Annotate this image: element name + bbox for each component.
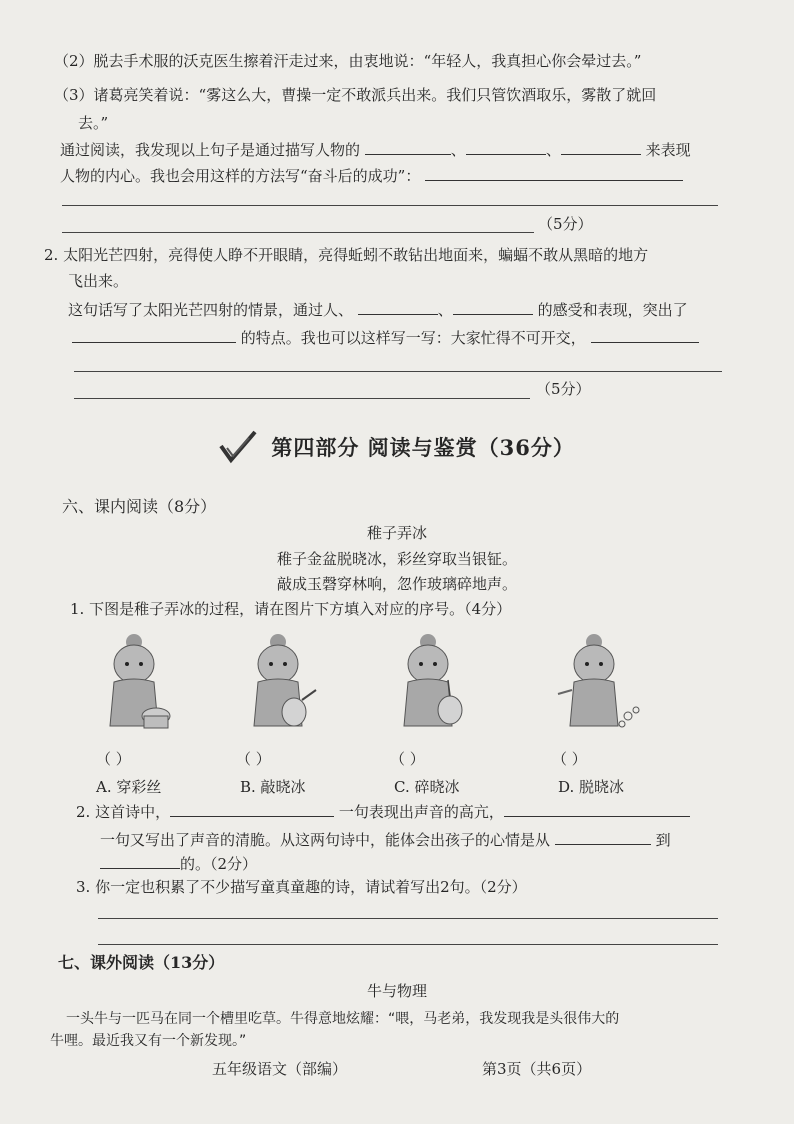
part-title xyxy=(0,430,794,469)
story-line-1: 一头牛与一匹马在同一个槽里吃草。牛得意地炫耀：“喂，马老弟，我发现我是头很伟大的 xyxy=(66,1011,620,1027)
answer-blank[interactable] xyxy=(453,298,533,315)
section-7-heading: 七、课外阅读（13分） xyxy=(58,953,225,972)
sec6-question-2-cont xyxy=(100,828,671,851)
prompt-text: 到 xyxy=(655,831,671,849)
answer-blank[interactable] xyxy=(555,828,651,845)
poem-line-1: 稚子金盆脱晓冰，彩丝穿取当银钲。 xyxy=(276,550,517,568)
separator: 、 xyxy=(545,141,561,159)
score-label: （5分） xyxy=(536,380,591,398)
sec6-question-2 xyxy=(76,800,690,823)
answer-paren-1[interactable]: （ ） xyxy=(96,750,131,768)
score-label: （5分） xyxy=(538,215,593,233)
sentence-3: （3）诸葛亮笑着说：“雾这么大，曹操一定不敢派兵出来。我们只管饮酒取乐，雾散了就回 xyxy=(54,86,657,104)
answer-blank[interactable] xyxy=(365,138,451,155)
answer-line[interactable] xyxy=(62,232,534,233)
check-mark-icon xyxy=(219,430,257,469)
part-title-text: 第四部分 阅读与鉴赏（36分） xyxy=(271,435,575,460)
prompt-text: 通过阅读，我发现以上句子是通过描写人物的 xyxy=(60,141,361,159)
prompt-text: 人物的内心。我也会用这样的方法写“奋斗后的成功”： xyxy=(60,167,421,185)
answer-blank[interactable] xyxy=(425,164,683,181)
answer-paren-2[interactable]: （ ） xyxy=(236,750,271,768)
section-6-heading: 六、课内阅读（8分） xyxy=(62,497,217,516)
answer-paren-3[interactable]: （ ） xyxy=(390,750,425,768)
writing-prompt xyxy=(60,164,683,187)
option-a: A. 穿彩丝 xyxy=(96,778,162,796)
sentence-2: （2）脱去手术服的沃克医生擦着汗走过来，由衷地说：“年轻人，我真担心你会晕过去。” xyxy=(54,52,642,70)
prompt-text: 来表现 xyxy=(645,141,691,159)
sec6-question-1: 1. 下图是稚子弄冰的过程，请在图片下方填入对应的序号。（4分） xyxy=(70,600,512,618)
prompt-text: 这句话写了太阳光芒四射的情景，通过人、 xyxy=(68,301,354,319)
answer-line[interactable] xyxy=(74,398,530,399)
footer-page-number: 第3页（共6页） xyxy=(482,1060,592,1078)
option-b: B. 敲晓冰 xyxy=(240,778,306,796)
story-title: 牛与物理 xyxy=(366,982,427,1000)
answer-blank[interactable] xyxy=(466,138,546,155)
child-figure-4 xyxy=(548,630,648,740)
prompt-text: 的。（2分） xyxy=(180,855,258,873)
prompt-text: 一句又写出了声音的清脆。从这两句诗中，能体会出孩子的心情是从 xyxy=(100,831,551,849)
option-d: D. 脱晓冰 xyxy=(558,778,625,796)
child-figure-2 xyxy=(232,630,332,740)
prompt-text: 的特点。我也可以这样写一写：大家忙得不可开交， xyxy=(240,329,586,347)
question-2: 2. 太阳光芒四射，亮得使人睁不开眼睛，亮得蚯蚓不敢钻出地面来，蝙蝠不敢从黑暗的地方 xyxy=(44,246,649,264)
footer-subject: 五年级语文（部编） xyxy=(212,1060,348,1078)
story-line-2: 牛哩。最近我又有一个新发现。” xyxy=(50,1033,247,1049)
separator: 、 xyxy=(450,141,466,159)
sec6-question-2-end xyxy=(100,852,257,875)
reading-prompt xyxy=(60,138,691,161)
option-c: C. 碎晓冰 xyxy=(394,778,460,796)
answer-blank[interactable] xyxy=(358,298,438,315)
answer-line[interactable] xyxy=(98,918,718,919)
answer-blank[interactable] xyxy=(561,138,641,155)
answer-line[interactable] xyxy=(62,205,718,206)
sentence-3-cont: 去。” xyxy=(78,114,109,132)
answer-blank[interactable] xyxy=(504,800,690,817)
answer-blank[interactable] xyxy=(72,326,236,343)
answer-line[interactable] xyxy=(98,944,718,945)
prompt-text: 的感受和表现，突出了 xyxy=(537,301,688,319)
separator: 、 xyxy=(437,301,453,319)
answer-line[interactable] xyxy=(74,371,722,372)
question-2-cont: 飞出来。 xyxy=(68,272,129,290)
question-2-prompt xyxy=(68,298,688,321)
prompt-text: 2. 这首诗中， xyxy=(76,803,171,821)
answer-blank[interactable] xyxy=(591,326,699,343)
child-figure-3 xyxy=(388,630,488,740)
answer-paren-4[interactable]: （ ） xyxy=(552,750,587,768)
child-figure-1 xyxy=(92,630,192,740)
sec6-question-3: 3. 你一定也积累了不少描写童真童趣的诗，请试着写出2句。（2分） xyxy=(76,878,527,896)
question-2-prompt-cont xyxy=(72,326,699,349)
answer-blank[interactable] xyxy=(100,852,180,869)
answer-blank[interactable] xyxy=(170,800,334,817)
poem-title: 稚子弄冰 xyxy=(366,524,427,542)
prompt-text: 一句表现出声音的高亢， xyxy=(338,803,504,821)
poem-line-2: 敲成玉磬穿林响，忽作玻璃碎地声。 xyxy=(276,575,517,593)
